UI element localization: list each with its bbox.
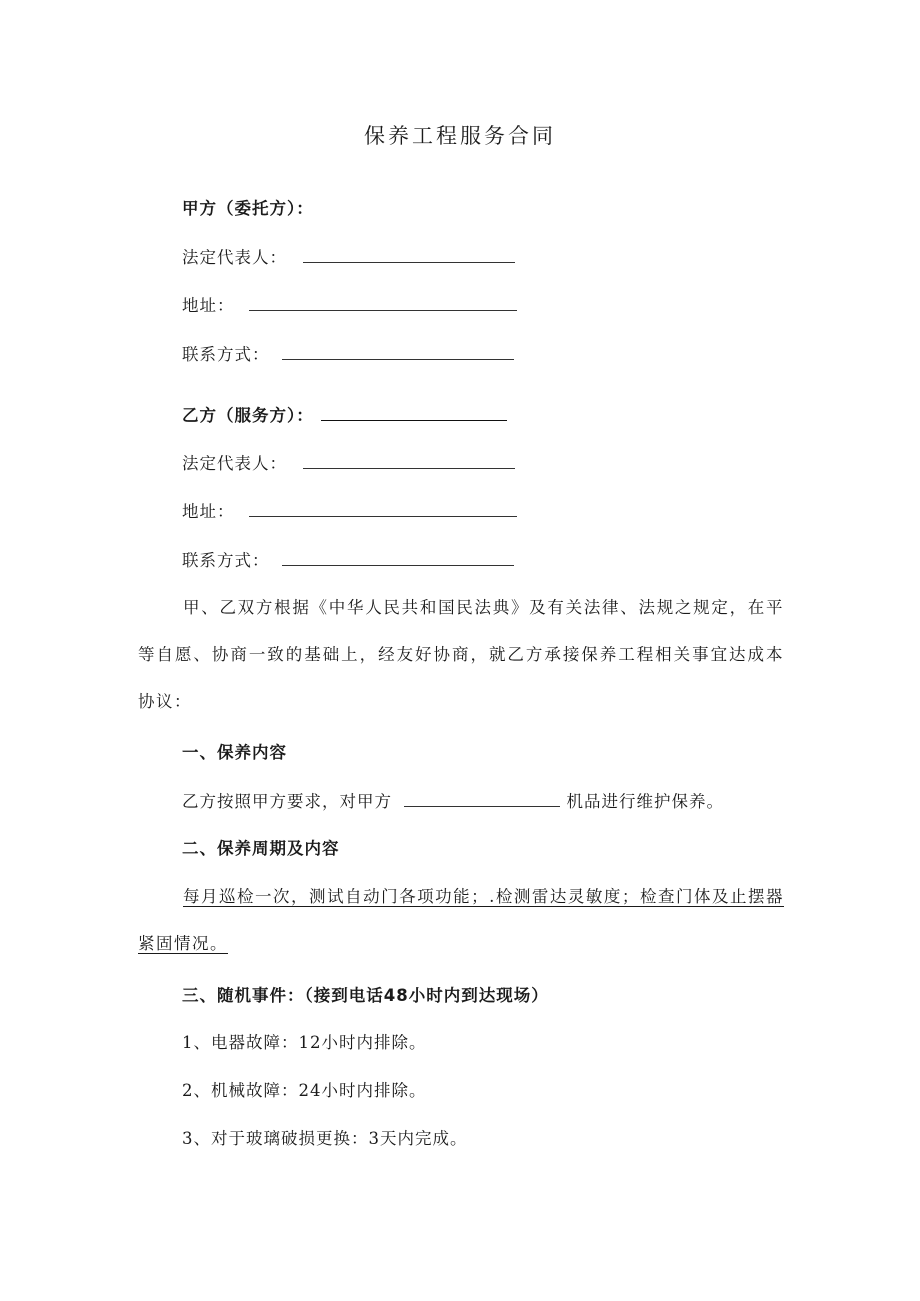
party-b-address-label: 地址：	[182, 502, 235, 521]
section-3-item: 3、对于玻璃破损更换：3天内完成。	[182, 1129, 468, 1148]
party-b-contact-label: 联系方式：	[182, 551, 270, 570]
party-a-address-label: 地址：	[182, 296, 235, 315]
party-a-legal-rep-row	[182, 244, 515, 271]
party-a-address-row	[182, 292, 517, 319]
section-2-text: 每月巡检一次，测试自动门各项功能；.检测雷达灵敏度；检查门体及止摆器紧固情况。	[138, 887, 784, 953]
party-a-legal-rep-label: 法定代表人：	[182, 248, 287, 267]
section-1-machine-field[interactable]	[404, 788, 560, 807]
party-b-heading: 乙方（服务方）：	[182, 406, 314, 425]
party-a-contact-label: 联系方式：	[182, 345, 270, 364]
party-b-legal-rep-label: 法定代表人：	[182, 454, 287, 473]
party-b-legal-rep-field[interactable]	[303, 450, 515, 469]
preamble-paragraph: 甲、乙双方根据《中华人民共和国民法典》及有关法律、法规之规定，在平等自愿、协商一致的基础上，经友好协商，就乙方承接保养工程相关事宜达成本协议：	[138, 598, 784, 711]
party-a-contact-row	[182, 341, 514, 368]
page-title: 保养工程服务合同	[364, 124, 556, 148]
party-a-address-field[interactable]	[249, 292, 517, 311]
section-3-heading: 三、随机事件：（接到电话48小时内到达现场）	[182, 986, 549, 1005]
party-b-heading-row	[182, 402, 507, 429]
party-b-contact-field[interactable]	[282, 547, 514, 566]
section-1-text-row	[182, 788, 724, 815]
section-1-text-after: 机品进行维护保养。	[566, 792, 724, 811]
section-3-item: 2、机械故障：24小时内排除。	[182, 1081, 427, 1100]
party-a-legal-rep-field[interactable]	[303, 244, 515, 263]
party-b-address-row	[182, 498, 517, 525]
party-a-contact-field[interactable]	[282, 341, 514, 360]
section-1-heading: 一、保养内容	[182, 743, 287, 762]
party-b-address-field[interactable]	[249, 498, 517, 517]
party-b-contact-row	[182, 547, 514, 574]
section-2-heading: 二、保养周期及内容	[182, 839, 340, 858]
section-2-paragraph	[138, 873, 784, 967]
party-a-heading: 甲方（委托方）：	[182, 199, 314, 218]
party-b-legal-rep-row	[182, 450, 515, 477]
section-3-item: 1、电器故障：12小时内排除。	[182, 1033, 427, 1052]
section-1-text-before: 乙方按照甲方要求，对甲方	[182, 792, 392, 811]
party-b-name-field[interactable]	[321, 402, 507, 421]
